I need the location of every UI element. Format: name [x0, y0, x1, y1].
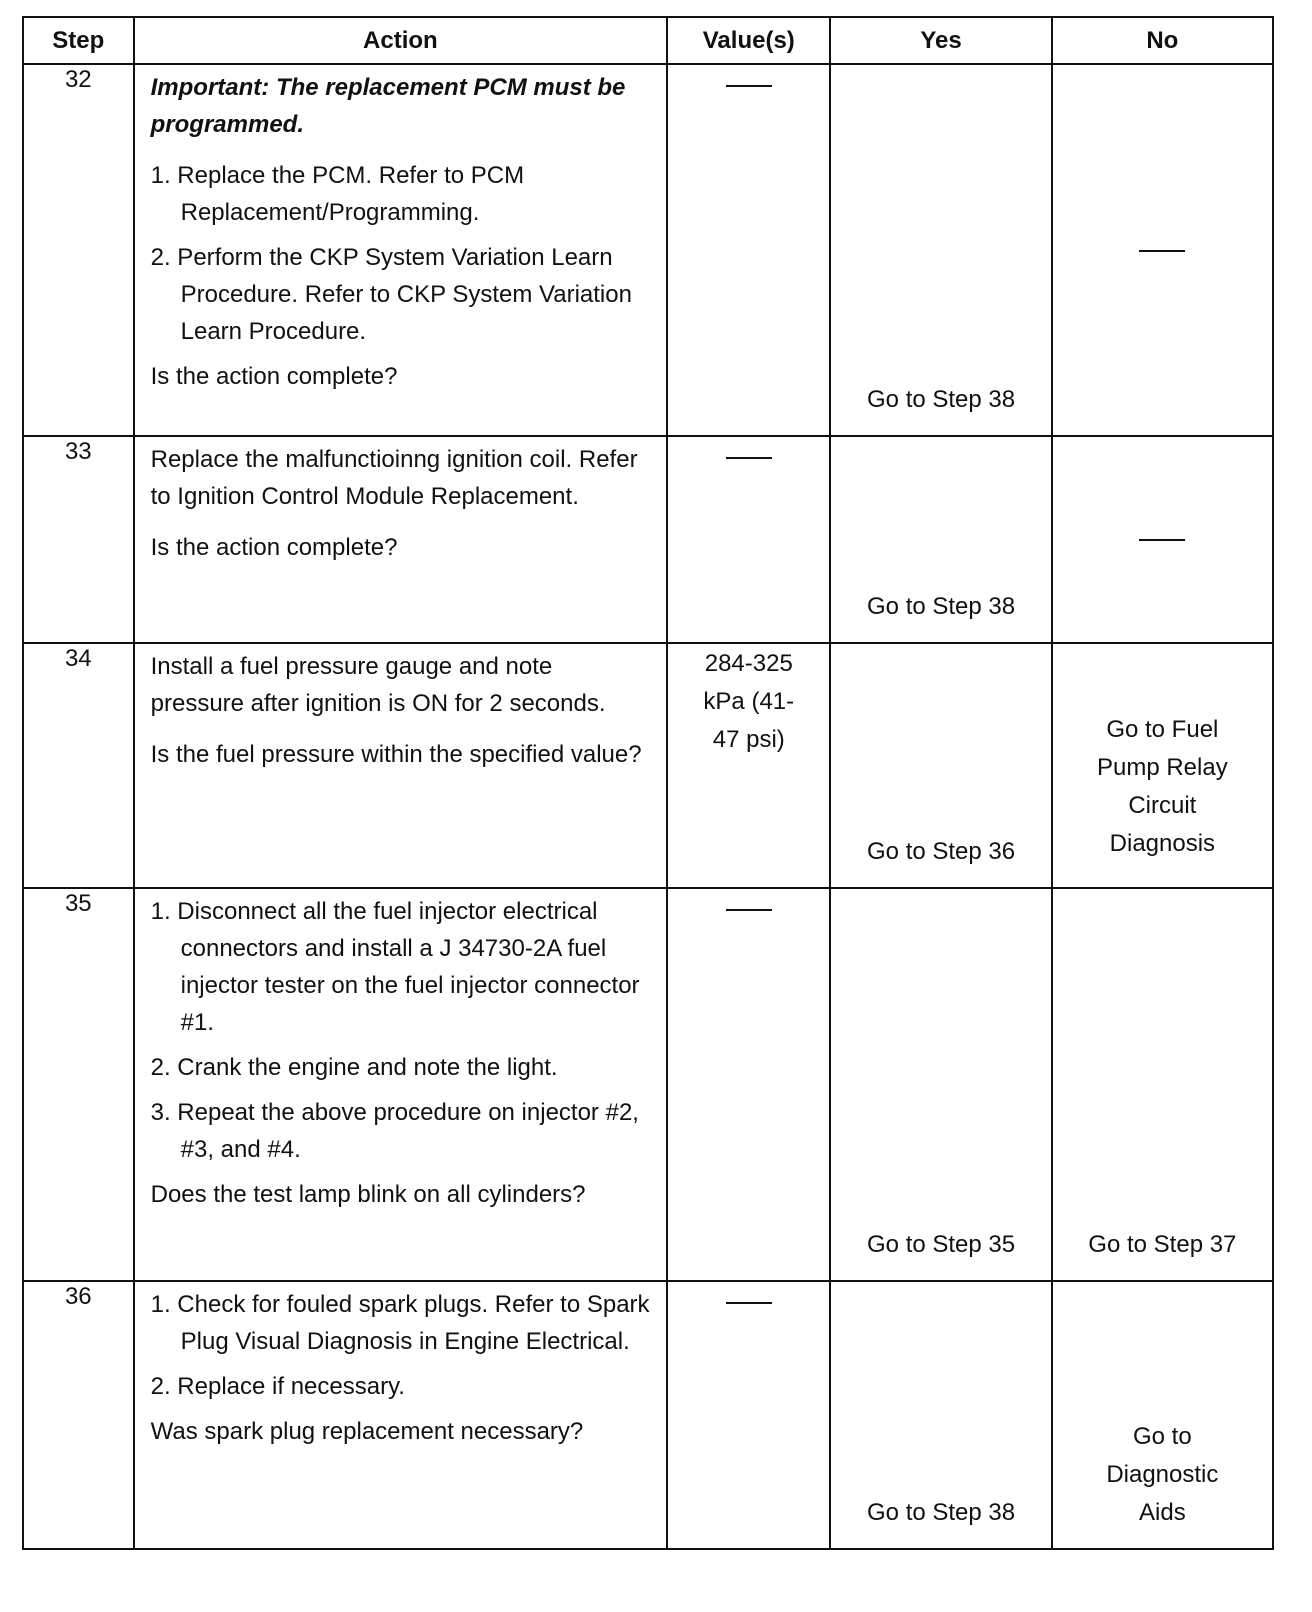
header-no: No — [1052, 17, 1273, 64]
action-steps — [151, 893, 652, 1168]
value-text: 284-325 kPa (41-47 psi) — [703, 650, 795, 753]
value-cell — [667, 888, 830, 1281]
action-step: 3. Repeat the above procedure on injector #2, #3, and #4. — [150, 1099, 639, 1163]
yes-result: Go to Step 38 — [867, 593, 1016, 620]
action-step: 2. Crank the engine and note the light. — [150, 1054, 558, 1081]
action-step: 1. Disconnect all the fuel injector electrical connectors and install a J 34730-2A fuel injector tester on the fuel injector connector #1. — [150, 898, 640, 1036]
dash-mark — [1139, 250, 1185, 252]
yes-cell — [830, 1281, 1051, 1549]
action-steps — [151, 1286, 652, 1405]
table-row — [23, 436, 1273, 643]
diagnostic-table — [22, 16, 1274, 1550]
value-cell — [667, 64, 830, 436]
action-step: 2. Replace if necessary. — [150, 1373, 405, 1400]
yes-cell — [830, 888, 1051, 1281]
action-cell — [134, 1281, 667, 1549]
table-row — [23, 1281, 1273, 1549]
action-question: Was spark plug replacement necessary? — [150, 1418, 584, 1445]
dash-mark — [726, 909, 772, 911]
no-cell — [1052, 643, 1273, 888]
no-cell — [1052, 1281, 1273, 1549]
action-step: 2. Perform the CKP System Variation Learn Procedure. Refer to CKP System Variation Learn Procedure. — [150, 244, 632, 345]
header-yes: Yes — [830, 17, 1051, 64]
action-cell — [134, 643, 667, 888]
dash-mark — [726, 85, 772, 87]
yes-result: Go to Step 38 — [867, 386, 1016, 413]
dash-mark — [726, 457, 772, 459]
value-cell — [667, 643, 830, 888]
yes-result: Go to Step 35 — [867, 1231, 1016, 1258]
step-number: 34 — [23, 643, 134, 888]
no-cell — [1052, 436, 1273, 643]
dash-mark — [726, 1302, 772, 1304]
action-question: Is the action complete? — [150, 534, 398, 561]
no-result: Go to Fuel Pump Relay Circuit Diagnosis — [1096, 716, 1228, 857]
action-steps — [151, 157, 652, 350]
no-result: Go to Step 37 — [1088, 1231, 1237, 1258]
step-number: 36 — [23, 1281, 134, 1549]
header-step: Step — [23, 17, 134, 64]
yes-result: Go to Step 36 — [867, 838, 1016, 865]
dash-mark — [1139, 539, 1185, 541]
yes-result: Go to Step 38 — [867, 1499, 1016, 1526]
value-cell — [667, 436, 830, 643]
no-cell — [1052, 888, 1273, 1281]
yes-cell — [830, 643, 1051, 888]
action-cell — [134, 436, 667, 643]
action-text: Install a fuel pressure gauge and note pressure after ignition is ON for 2 seconds. — [150, 653, 606, 717]
action-cell — [134, 888, 667, 1281]
table-row — [23, 888, 1273, 1281]
action-question: Does the test lamp blink on all cylinders? — [150, 1181, 586, 1208]
header-row — [23, 17, 1273, 64]
action-step: 1. Check for fouled spark plugs. Refer to Spark Plug Visual Diagnosis in Engine Electrical. — [150, 1291, 650, 1355]
table-row — [23, 643, 1273, 888]
header-values: Value(s) — [667, 17, 830, 64]
step-number: 35 — [23, 888, 134, 1281]
no-result: Go to Diagnostic Aids — [1106, 1423, 1219, 1526]
header-action: Action — [134, 17, 667, 64]
action-cell — [134, 64, 667, 436]
important-note: Important: The replacement PCM must be programmed. — [150, 74, 626, 138]
value-cell — [667, 1281, 830, 1549]
step-number: 33 — [23, 436, 134, 643]
action-text: Replace the malfunctioinng ignition coil. Refer to Ignition Control Module Replacement. — [150, 446, 638, 510]
action-step: 1. Replace the PCM. Refer to PCM Replacement/Programming. — [150, 162, 525, 226]
yes-cell — [830, 64, 1051, 436]
no-cell — [1052, 64, 1273, 436]
action-question: Is the action complete? — [150, 363, 398, 390]
table-row — [23, 64, 1273, 436]
step-number: 32 — [23, 64, 134, 436]
action-question: Is the fuel pressure within the specified value? — [150, 741, 642, 768]
yes-cell — [830, 436, 1051, 643]
